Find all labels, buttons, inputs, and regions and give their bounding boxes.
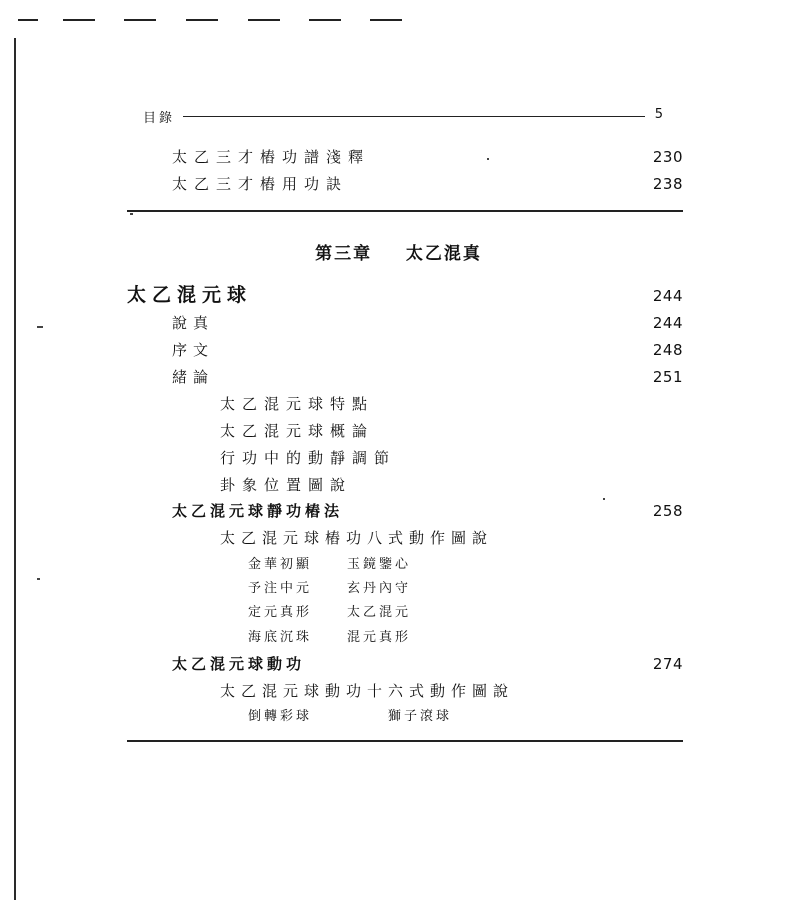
form-name: 獅子滾球 xyxy=(388,709,453,724)
chapter-name: 太乙混真 xyxy=(405,244,482,264)
chapter-heading xyxy=(0,239,797,264)
scan-dash xyxy=(186,19,218,21)
toc-entry-title: 緒論 xyxy=(172,368,215,386)
header-leader-line xyxy=(183,116,645,117)
running-header xyxy=(143,107,663,125)
toc-subentry: 太乙混元球概論 xyxy=(220,422,375,440)
scan-dash xyxy=(18,19,38,21)
toc-entry-title: 太乙三才樁功譜淺釋 xyxy=(172,148,371,166)
divider-bottom xyxy=(127,740,683,742)
section-title: 太乙混元球 xyxy=(127,284,253,306)
scan-dash xyxy=(248,19,280,21)
toc-entry-title: 太乙混元球動功 xyxy=(172,655,306,673)
toc-entry-page: 248 xyxy=(652,341,683,359)
toc-entry-title: 序文 xyxy=(172,341,215,359)
scan-mark xyxy=(37,578,40,580)
toc-entry-page: 251 xyxy=(652,368,683,386)
scan-dash xyxy=(309,19,341,21)
toc-entry-page: 274 xyxy=(652,655,683,673)
form-name: 玉鏡鑒心 xyxy=(347,557,412,572)
form-name: 倒轉彩球 xyxy=(248,709,313,724)
section-page: 244 xyxy=(652,287,683,305)
form-name: 予注中元 xyxy=(248,581,313,596)
divider-top xyxy=(127,210,683,212)
toc-subentry: 太乙混元球特點 xyxy=(220,395,375,413)
scan-mark xyxy=(37,326,43,328)
scan-mark xyxy=(130,213,133,215)
toc-entry-title: 太乙混元球靜功樁法 xyxy=(172,502,344,520)
toc-entry-page: 258 xyxy=(652,502,683,520)
header-label: 目錄 xyxy=(143,111,176,126)
page-edge xyxy=(14,38,16,900)
scan-dash xyxy=(124,19,156,21)
form-name: 金華初顯 xyxy=(248,557,313,572)
header-page-number: 5 xyxy=(654,107,663,122)
toc-entry-page: 238 xyxy=(652,175,683,193)
form-name: 玄丹內守 xyxy=(347,581,412,596)
form-name: 海底沉珠 xyxy=(248,630,313,645)
form-name: 混元真形 xyxy=(347,630,412,645)
scan-dash xyxy=(63,19,95,21)
toc-subentry: 太乙混元球動功十六式動作圖說 xyxy=(220,682,515,700)
scan-mark xyxy=(487,158,489,160)
toc-entry-page: 244 xyxy=(652,314,683,332)
form-name: 定元真形 xyxy=(248,605,313,620)
chapter-number: 第三章 xyxy=(315,244,373,264)
toc-subentry: 卦象位置圖說 xyxy=(220,476,353,494)
toc-subentry: 行功中的動靜調節 xyxy=(220,449,397,467)
form-name: 太乙混元 xyxy=(347,605,412,620)
scan-mark xyxy=(603,498,605,500)
toc-entry-page: 230 xyxy=(652,148,683,166)
scan-dash xyxy=(370,19,402,21)
toc-entry-title: 說真 xyxy=(172,314,215,332)
toc-entry-title: 太乙三才樁用功訣 xyxy=(172,175,349,193)
toc-subentry: 太乙混元球樁功八式動作圖說 xyxy=(220,529,494,547)
